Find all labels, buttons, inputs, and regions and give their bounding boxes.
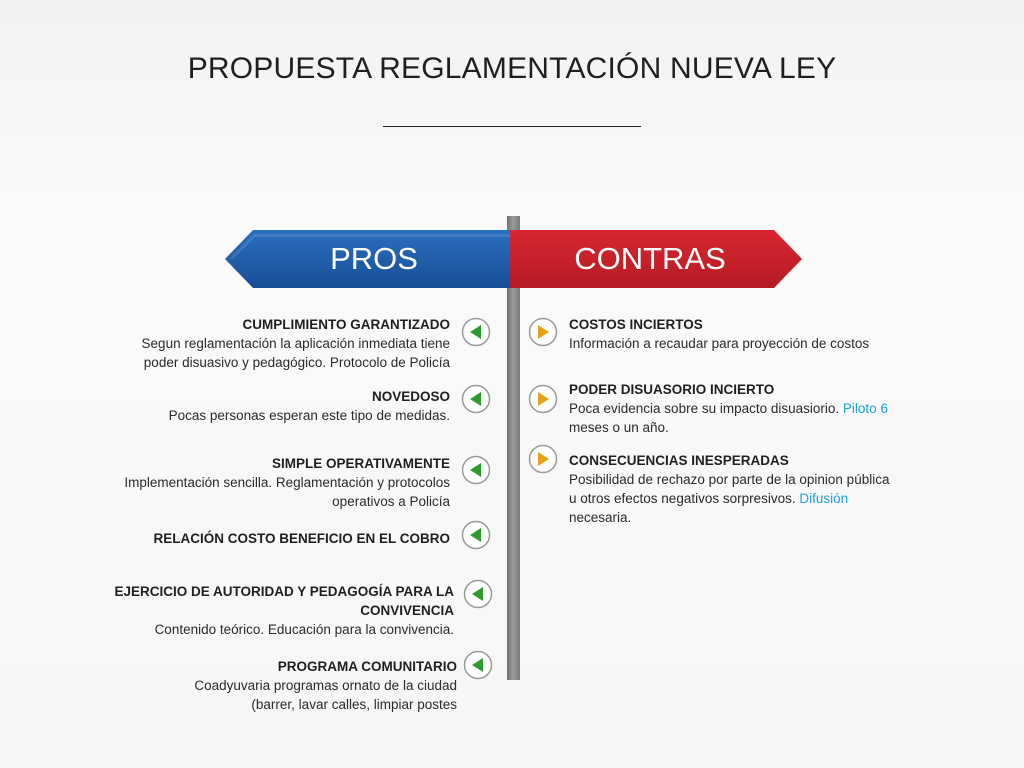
- title-underline: [383, 126, 641, 127]
- con-item-highlight: necesaria.: [569, 510, 632, 525]
- pro-item-heading: CONVIVENCIA: [360, 603, 454, 618]
- arrow-left-green-icon: [461, 317, 491, 347]
- con-item-text-part: Poca evidencia sobre su impacto disuasiorio.: [569, 401, 840, 416]
- pro-item-text: Implementación sencilla. Reglamentación y protocolos: [124, 475, 450, 490]
- pro-item: [57, 657, 457, 714]
- pro-item-heading: RELACIÓN COSTO BENEFICIO EN EL COBRO: [153, 531, 450, 546]
- pro-item: [50, 454, 450, 511]
- pro-item: [34, 582, 454, 639]
- con-item-heading: CONSECUENCIAS INESPERADAS: [569, 453, 789, 468]
- pro-item-text: poder disuasivo y pedagógico. Protocolo de Policía: [143, 355, 450, 370]
- con-item-text: Posibilidad de rechazo por parte de la opinion pública: [569, 472, 890, 487]
- con-item-highlight: Difusión: [799, 491, 849, 506]
- pro-item-heading: SIMPLE OPERATIVAMENTE: [271, 456, 450, 471]
- con-item-text: [569, 489, 989, 508]
- pro-item: [70, 387, 450, 425]
- con-item: [569, 315, 969, 353]
- pro-item-text: operativos a Policía: [332, 494, 450, 509]
- con-item-heading: PODER DISUASORIO INCIERTO: [569, 382, 775, 397]
- arrow-left-green-icon: [463, 579, 493, 609]
- pro-item-heading: EJERCICIO DE AUTORIDAD Y PEDAGOGÍA PARA LA: [114, 584, 454, 599]
- arrow-left-green-icon: [463, 650, 493, 680]
- pros-label: PROS: [330, 241, 418, 276]
- arrow-left-green-icon: [461, 455, 491, 485]
- pro-item: [70, 315, 450, 372]
- pro-item-text: Pocas personas esperan este tipo de medidas.: [168, 408, 450, 423]
- con-item-highlight: meses o un año.: [569, 420, 669, 435]
- pro-item-text: (barrer, lavar calles, limpiar postes: [251, 697, 457, 712]
- pro-item-text: Contenido teórico. Educación para la convivencia.: [154, 622, 454, 637]
- pro-item: [50, 529, 450, 548]
- contras-sign: [510, 230, 802, 288]
- arrow-right-orange-icon: [528, 317, 558, 347]
- con-item-text-part: u otros efectos negativos sorpresivos.: [569, 491, 796, 506]
- arrow-right-orange-icon: [528, 384, 558, 414]
- con-item-text: [569, 399, 969, 418]
- pros-sign: [225, 230, 513, 288]
- con-item-heading: COSTOS INCIERTOS: [569, 317, 703, 332]
- arrow-right-orange-icon: [528, 444, 558, 474]
- con-item-text: Información a recaudar para proyección de costos: [569, 336, 870, 351]
- arrow-left-green-icon: [461, 384, 491, 414]
- pro-item-heading: CUMPLIMIENTO GARANTIZADO: [242, 317, 450, 332]
- pro-item-text: Coadyuvaria programas ornato de la ciudad: [194, 678, 457, 693]
- pro-item-heading: PROGRAMA COMUNITARIO: [277, 659, 457, 674]
- con-item-highlight: Piloto 6: [842, 401, 888, 416]
- arrow-left-green-icon: [461, 520, 491, 550]
- pro-item-heading: NOVEDOSO: [371, 389, 450, 404]
- contras-label: CONTRAS: [574, 241, 726, 276]
- con-item: [569, 451, 989, 527]
- con-item: [569, 380, 969, 437]
- page-title: PROPUESTA REGLAMENTACIÓN NUEVA LEY: [187, 52, 837, 85]
- pro-item-text: Segun reglamentación la aplicación inmediata tiene: [141, 336, 450, 351]
